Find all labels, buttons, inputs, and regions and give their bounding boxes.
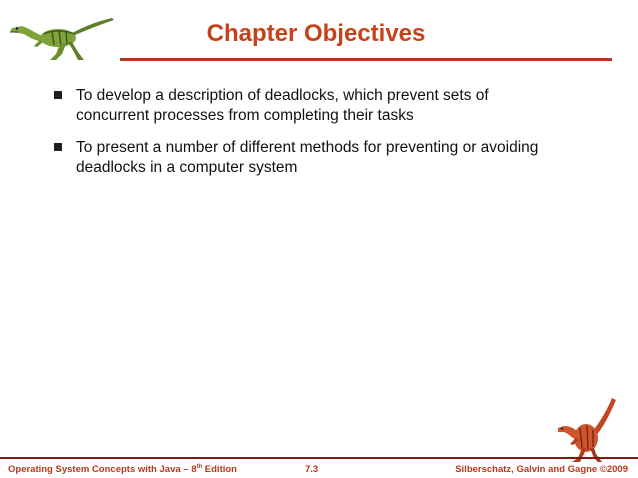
red-dinosaur-icon <box>552 392 620 464</box>
bullet-text-line: To develop a description of deadlocks, which prevent sets of <box>76 87 489 104</box>
square-bullet-icon <box>54 91 62 99</box>
bullet-text-line: concurrent processes from completing their tasks <box>76 107 414 124</box>
footer-book-title-suffix: Edition <box>202 464 237 475</box>
bullet-text-line: To present a number of different methods for preventing or avoiding <box>76 139 539 156</box>
green-dinosaur-icon <box>4 8 116 64</box>
footer-authors: Silberschatz, Galvin and Gagne ©2009 <box>455 464 628 475</box>
footer-divider <box>0 457 638 459</box>
bullet-item <box>50 138 590 178</box>
slide-title: Chapter Objectives <box>206 20 426 47</box>
footer-edition-superscript: th <box>196 463 203 470</box>
bullet-item <box>50 86 590 126</box>
square-bullet-icon <box>54 143 62 151</box>
bullet-text-line: deadlocks in a computer system <box>76 159 298 176</box>
footer-book-title <box>8 464 237 475</box>
footer-book-title-prefix: Operating System Concepts with Java – 8 <box>8 464 197 475</box>
footer-page-number: 7.3 <box>305 464 319 475</box>
title-divider <box>120 58 612 61</box>
bullet-list <box>50 86 590 190</box>
